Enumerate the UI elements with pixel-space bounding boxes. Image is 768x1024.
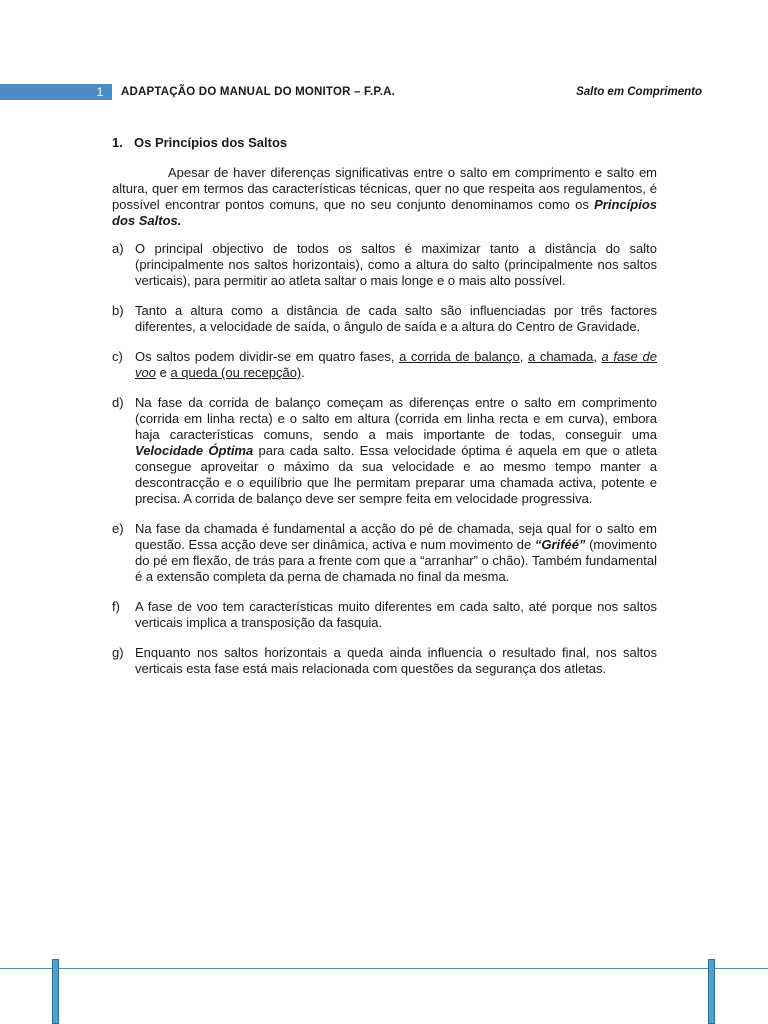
item-d-pre: Na fase da corrida de balanço começam as diferenças entre o salto em comprimento (corrida em linha recta) e o salto em altura (corrida em linha recta e em curva), embora haja características comuns, sendo a mais importante de todas, conseguir uma	[135, 395, 657, 442]
list-item-text: Tanto a altura como a distância de cada salto são influenciadas por três factores diferentes, a velocidade de saída, o ângulo de saída e a altura do Centro de Gravidade.	[135, 303, 657, 334]
phase-takeoff: a chamada	[528, 349, 594, 364]
list-item	[112, 349, 657, 381]
list-item-text: O principal objectivo de todos os saltos é maximizar tanto a distância do salto (principalmente nos saltos horizontais), como a altura do salto (principalmente nos saltos verticais), para permitir ao atleta saltar o mais longe e o mais alto possível.	[135, 241, 657, 288]
list-item	[112, 645, 657, 677]
phase-separator: ,	[593, 349, 602, 364]
item-e-emphasis: “Griféé”	[534, 537, 586, 552]
list-item-text	[135, 349, 657, 381]
list-item-label: c)	[112, 349, 123, 364]
item-d-emphasis: Velocidade Óptima	[135, 443, 254, 458]
phases-intro: Os saltos podem dividir-se em quatro fases,	[135, 349, 400, 364]
list-item	[112, 599, 657, 631]
list-item-label: d)	[112, 395, 124, 410]
list-item	[112, 241, 657, 289]
document-subtitle: Salto em Comprimento	[576, 86, 702, 98]
item-e-pre: Na fase da chamada é fundamental a acção do pé de chamada, seja qual for o salto em questão. Essa acção deve ser dinâmica, activa e num movimento de	[135, 521, 657, 552]
list-item-label: g)	[112, 645, 124, 660]
intro-emphasis: Princípios dos Saltos.	[112, 197, 657, 228]
page-number: 1	[96, 85, 104, 99]
intro-paragraph	[112, 165, 657, 229]
list-item-label: f)	[112, 599, 120, 614]
phase-separator: ,	[519, 349, 528, 364]
list-item-label: e)	[112, 521, 124, 536]
phases-end: .	[301, 365, 305, 380]
item-d-post: para cada salto. Essa velocidade óptima é aquela em que o atleta consegue aproveitar o máximo da sua velocidade e ao mesmo tempo manter a descontracção e o equilíbrio que lhe permitam preparar uma chamada activa, potente e precisa. A corrida de balanço deve ser sempre feita em velocidade progressiva.	[135, 443, 657, 506]
footer-post-right	[708, 959, 715, 1024]
list-item	[112, 303, 657, 335]
section-number: 1.	[112, 135, 123, 150]
list-item-text: A fase de voo tem características muito diferentes em cada salto, até porque nos saltos verticais implica a transposição da fasquia.	[135, 599, 657, 630]
phase-run-up: a corrida de balanço	[399, 349, 520, 364]
list-item-label: b)	[112, 303, 124, 318]
list-item-text: Enquanto nos saltos horizontais a queda ainda influencia o resultado final, nos saltos verticais esta fase está mais relacionada com questões da segurança dos atletas.	[135, 645, 657, 676]
intro-text: Apesar de haver diferenças significativas entre o salto em comprimento e salto em altura, quer em termos das características técnicas, quer no que respeita aos regulamentos, é possível encontrar pontos comuns, que no seu conjunto denominamos como os	[112, 165, 657, 212]
list-item-text	[135, 521, 657, 585]
footer-post-left	[52, 959, 59, 1024]
section-heading	[112, 135, 657, 151]
list-item	[112, 521, 657, 585]
document-body	[112, 135, 657, 691]
phase-landing: a queda (ou recepção)	[170, 365, 302, 380]
section-title: Os Princípios dos Saltos	[134, 135, 288, 150]
item-e-post: (movimento do pé em flexão, de trás para a frente com que a “arranhar” o chão). Também fundamental é a extensão completa da perna de chamada no final da mesma.	[135, 537, 657, 584]
list-item	[112, 395, 657, 507]
list-item-text	[135, 395, 657, 507]
phase-flight: a fase de voo	[135, 349, 657, 380]
principles-list	[112, 241, 657, 677]
phase-separator: e	[155, 365, 171, 380]
document-title: ADAPTAÇÃO DO MANUAL DO MONITOR – F.P.A.	[121, 86, 396, 98]
list-item-label: a)	[112, 241, 124, 256]
footer-line	[0, 968, 768, 969]
